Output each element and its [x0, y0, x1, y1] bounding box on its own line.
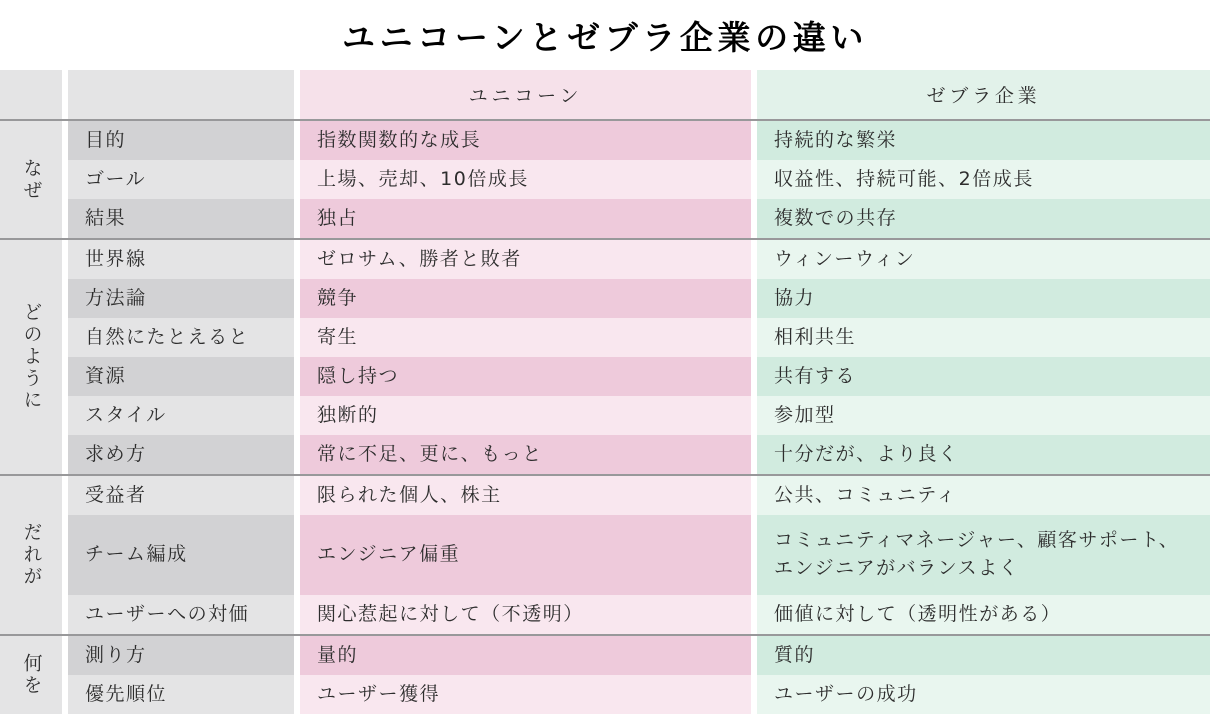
table-row: [68, 279, 1210, 318]
zebra-cell: 公共、コミュニティ: [757, 476, 1210, 515]
zebra-cell: 持続的な繁栄: [757, 121, 1210, 160]
group-cell: [0, 240, 62, 474]
row-label: 測り方: [68, 636, 294, 675]
unicorn-cell: ユーザー獲得: [300, 675, 751, 714]
table-row: [68, 675, 1210, 714]
corner-cell-group: [0, 70, 62, 119]
table-section: [0, 634, 1210, 714]
group-cell: [0, 476, 62, 634]
row-label: スタイル: [68, 396, 294, 435]
table-section: [0, 474, 1210, 634]
group-label: 何を: [20, 653, 43, 697]
unicorn-cell: 上場、売却、10倍成長: [300, 160, 751, 199]
unicorn-cell: エンジニア偏重: [300, 515, 751, 595]
zebra-cell: 収益性、持続可能、2倍成長: [757, 160, 1210, 199]
zebra-cell: 価値に対して（透明性がある）: [757, 595, 1210, 634]
unicorn-cell: 競争: [300, 279, 751, 318]
row-label: 受益者: [68, 476, 294, 515]
row-label: 世界線: [68, 240, 294, 279]
group-label: だれが: [20, 522, 43, 588]
table-row: [68, 595, 1210, 634]
unicorn-cell: ゼロサム、勝者と敗者: [300, 240, 751, 279]
zebra-cell: 共有する: [757, 357, 1210, 396]
corner-cell-label: [68, 70, 294, 119]
unicorn-cell: 量的: [300, 636, 751, 675]
row-label: 資源: [68, 357, 294, 396]
row-label: 方法論: [68, 279, 294, 318]
zebra-cell: 参加型: [757, 396, 1210, 435]
zebra-cell: ユーザーの成功: [757, 675, 1210, 714]
unicorn-cell: 指数関数的な成長: [300, 121, 751, 160]
zebra-cell: コミュニティマネージャー、顧客サポート、エンジニアがバランスよく: [757, 515, 1210, 595]
unicorn-cell: 隠し持つ: [300, 357, 751, 396]
zebra-cell: 十分だが、より良く: [757, 435, 1210, 474]
table-row: [68, 396, 1210, 435]
group-label: なぜ: [20, 157, 43, 202]
table-row: [68, 357, 1210, 396]
section-rows: [68, 240, 1210, 474]
table-row: [68, 435, 1210, 474]
row-label: ゴール: [68, 160, 294, 199]
table-header-row: [0, 70, 1210, 119]
zebra-cell: 複数での共存: [757, 199, 1210, 238]
unicorn-cell: 常に不足、更に、もっと: [300, 435, 751, 474]
unicorn-cell: 独占: [300, 199, 751, 238]
unicorn-cell: 独断的: [300, 396, 751, 435]
row-label: 自然にたとえると: [68, 318, 294, 357]
group-cell: [0, 636, 62, 714]
unicorn-cell: 限られた個人、株主: [300, 476, 751, 515]
group-cell: [0, 121, 62, 238]
row-label: ユーザーへの対価: [68, 595, 294, 634]
table-row: [68, 476, 1210, 515]
zebra-cell: 協力: [757, 279, 1210, 318]
zebra-cell: 相利共生: [757, 318, 1210, 357]
table-row: [68, 121, 1210, 160]
unicorn-cell: 関心惹起に対して（不透明）: [300, 595, 751, 634]
row-label: 優先順位: [68, 675, 294, 714]
comparison-table: [0, 70, 1210, 714]
table-row: [68, 160, 1210, 199]
row-label: チーム編成: [68, 515, 294, 595]
table-section: [0, 238, 1210, 474]
column-header-unicorn: ユニコーン: [300, 70, 751, 119]
row-label: 目的: [68, 121, 294, 160]
zebra-cell: ウィンーウィン: [757, 240, 1210, 279]
table-row: [68, 636, 1210, 675]
section-rows: [68, 636, 1210, 714]
table-section: [0, 119, 1210, 238]
table-row: [68, 240, 1210, 279]
table-row: [68, 318, 1210, 357]
unicorn-cell: 寄生: [300, 318, 751, 357]
table-row: [68, 515, 1210, 595]
table-row: [68, 199, 1210, 238]
section-rows: [68, 121, 1210, 238]
section-rows: [68, 476, 1210, 634]
page-title: ユニコーンとゼブラ企業の違い: [341, 17, 869, 57]
zebra-cell: 質的: [757, 636, 1210, 675]
group-label: どのように: [20, 302, 43, 412]
row-label: 結果: [68, 199, 294, 238]
table-body: [0, 119, 1210, 714]
row-label: 求め方: [68, 435, 294, 474]
column-header-zebra: ゼブラ企業: [757, 70, 1210, 119]
